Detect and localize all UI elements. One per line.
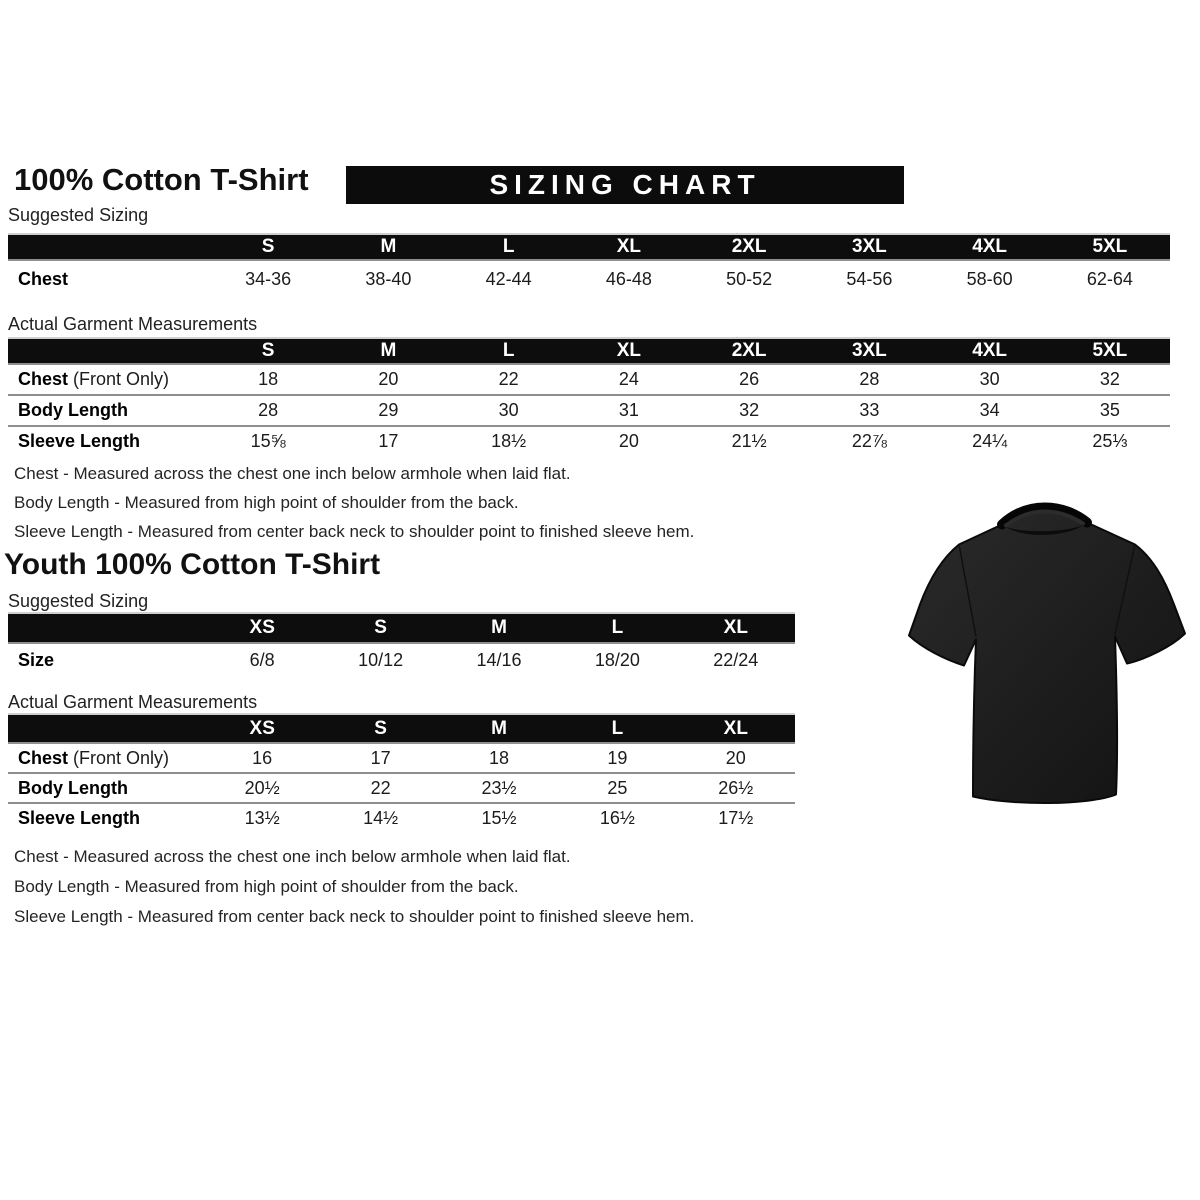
size-value-cell: 46-48 <box>605 269 652 289</box>
size-column-header: XS <box>249 718 275 739</box>
size-value-cell: 22/24 <box>713 650 759 670</box>
size-value-cell: 6/8 <box>249 650 275 670</box>
size-value-cell: 14/16 <box>476 650 522 670</box>
measure-value-cell: 22⅞ <box>851 431 887 451</box>
youth-actual-measurements-label: Actual Garment Measurements <box>8 692 258 712</box>
measure-value-cell: 29 <box>378 400 399 420</box>
table-row <box>8 772 795 802</box>
size-value-cell: 10/12 <box>358 650 404 670</box>
chest-row-label <box>8 744 203 772</box>
size-column-header: 3XL <box>851 340 887 361</box>
size-value-cell: 50-52 <box>726 269 773 289</box>
size-value-cell: 54-56 <box>846 269 893 289</box>
sleeve-length-row-label: Sleeve Length <box>18 808 141 828</box>
size-column-header: M <box>380 236 397 257</box>
table-row <box>8 363 1170 394</box>
note-line: Sleeve Length - Measured from center back neck to shoulder point to finished sleeve hem. <box>14 522 695 541</box>
measure-value-cell: 30 <box>498 400 519 420</box>
table-header-row <box>8 715 795 742</box>
size-column-header: XS <box>249 617 275 638</box>
measure-value-cell: 32 <box>739 400 760 420</box>
measure-value-cell: 17 <box>378 431 399 451</box>
measure-value-cell: 20 <box>378 369 399 389</box>
corner-cell <box>8 715 203 742</box>
size-column-header: XL <box>616 236 642 257</box>
corner-cell <box>8 339 208 363</box>
measure-value-cell: 30 <box>979 369 1000 389</box>
size-column-header: XL <box>723 617 748 638</box>
size-column-header: L <box>502 236 515 257</box>
youth-measurement-notes <box>14 842 694 932</box>
row-label-suffix: (Front Only) <box>68 369 170 389</box>
table-row <box>8 742 795 772</box>
measure-value-cell: 20½ <box>244 778 280 798</box>
measure-value-cell: 18 <box>258 369 279 389</box>
size-column-header: 2XL <box>731 340 767 361</box>
size-column-header: 4XL <box>972 236 1008 257</box>
size-column-header: L <box>502 340 515 361</box>
adult-suggested-sizing-label: Suggested Sizing <box>8 205 149 225</box>
measure-value-cell: 16½ <box>599 808 635 828</box>
measure-value-cell: 35 <box>1099 400 1120 420</box>
size-column-header: 3XL <box>851 236 887 257</box>
note-line: Body Length - Measured from high point of shoulder from the back. <box>14 493 519 512</box>
youth-actual-measurements-table <box>8 713 795 832</box>
adult-actual-measurements-table <box>8 337 1170 456</box>
size-column-header: 2XL <box>731 236 767 257</box>
size-column-header: S <box>261 340 275 361</box>
size-value-cell: 18/20 <box>594 650 640 670</box>
body-length-row-label: Body Length <box>18 400 128 420</box>
measure-value-cell: 34 <box>979 400 1000 420</box>
size-column-header: 5XL <box>1092 340 1128 361</box>
measure-value-cell: 17½ <box>718 808 754 828</box>
size-column-header: M <box>380 340 397 361</box>
measure-value-cell: 24 <box>618 369 639 389</box>
measure-value-cell: 26½ <box>718 778 754 798</box>
measure-value-cell: 17 <box>370 748 391 768</box>
tshirt-photo <box>893 482 1193 817</box>
size-column-header: S <box>374 718 387 739</box>
size-column-header: 4XL <box>972 340 1008 361</box>
chest-row-label: Chest <box>18 269 69 289</box>
size-column-header: XL <box>616 340 642 361</box>
size-column-header: 5XL <box>1092 236 1128 257</box>
row-label-bold: Chest <box>18 748 69 768</box>
note-line: Sleeve Length - Measured from center back neck to shoulder point to finished sleeve hem. <box>14 907 695 926</box>
measure-value-cell: 24¼ <box>972 431 1008 451</box>
table-row <box>8 642 795 677</box>
measure-value-cell: 22 <box>370 778 391 798</box>
sizing-chart-banner: SIZING CHART <box>346 166 904 204</box>
size-value-cell: 34-36 <box>245 269 292 289</box>
youth-suggested-sizing-table <box>8 612 795 677</box>
measure-value-cell: 19 <box>607 748 628 768</box>
measure-value-cell: 20 <box>618 431 639 451</box>
measure-value-cell: 28 <box>258 400 279 420</box>
measure-value-cell: 16 <box>252 748 273 768</box>
size-column-header: L <box>611 617 624 638</box>
chest-row-label <box>8 365 208 394</box>
measure-value-cell: 18 <box>488 748 509 768</box>
size-column-header: S <box>374 617 387 638</box>
note-line: Chest - Measured across the chest one inch below armhole when laid flat. <box>14 847 571 866</box>
size-column-header: M <box>491 617 507 638</box>
size-value-cell: 42-44 <box>485 269 532 289</box>
size-value-cell: 62-64 <box>1086 269 1133 289</box>
measure-value-cell: 25⅓ <box>1092 431 1128 451</box>
table-row <box>8 259 1170 297</box>
size-value-cell: 38-40 <box>365 269 412 289</box>
youth-section-title: Youth 100% Cotton T-Shirt <box>4 548 381 581</box>
size-column-header: L <box>611 718 624 739</box>
note-line: Body Length - Measured from high point of shoulder from the back. <box>14 877 519 896</box>
measure-value-cell: 31 <box>618 400 639 420</box>
table-header-row <box>8 235 1170 259</box>
size-column-header: S <box>261 236 275 257</box>
measure-value-cell: 23½ <box>481 778 517 798</box>
row-label-suffix: (Front Only) <box>68 748 170 768</box>
size-row-label: Size <box>18 650 55 670</box>
corner-cell <box>8 235 208 259</box>
measure-value-cell: 13½ <box>244 808 280 828</box>
black-tshirt-image <box>893 482 1193 817</box>
size-value-cell: 58-60 <box>966 269 1013 289</box>
measure-value-cell: 14½ <box>363 808 399 828</box>
table-row <box>8 394 1170 425</box>
note-line: Chest - Measured across the chest one inch below armhole when laid flat. <box>14 464 571 483</box>
table-row <box>8 425 1170 456</box>
adult-section-title: 100% Cotton T-Shirt <box>14 162 309 197</box>
measure-value-cell: 32 <box>1099 369 1120 389</box>
row-label-bold: Chest <box>18 369 69 389</box>
table-header-row <box>8 614 795 642</box>
adult-actual-measurements-label: Actual Garment Measurements <box>8 314 258 334</box>
sleeve-length-row-label: Sleeve Length <box>18 431 141 451</box>
youth-suggested-sizing-label: Suggested Sizing <box>8 591 149 611</box>
corner-cell <box>8 614 203 642</box>
measure-value-cell: 15½ <box>481 808 517 828</box>
table-row <box>8 802 795 832</box>
measure-value-cell: 18½ <box>491 431 527 451</box>
size-column-header: XL <box>723 718 748 739</box>
size-column-header: M <box>491 718 507 739</box>
measure-value-cell: 21½ <box>731 431 767 451</box>
measure-value-cell: 25 <box>607 778 628 798</box>
body-length-row-label: Body Length <box>18 778 128 798</box>
measure-value-cell: 15⅝ <box>250 431 286 451</box>
adult-measurement-notes <box>14 459 694 546</box>
table-header-row <box>8 339 1170 363</box>
adult-suggested-sizing-table <box>8 233 1170 297</box>
measure-value-cell: 20 <box>725 748 746 768</box>
measure-value-cell: 22 <box>498 369 519 389</box>
measure-value-cell: 28 <box>859 369 880 389</box>
measure-value-cell: 33 <box>859 400 880 420</box>
measure-value-cell: 26 <box>739 369 760 389</box>
